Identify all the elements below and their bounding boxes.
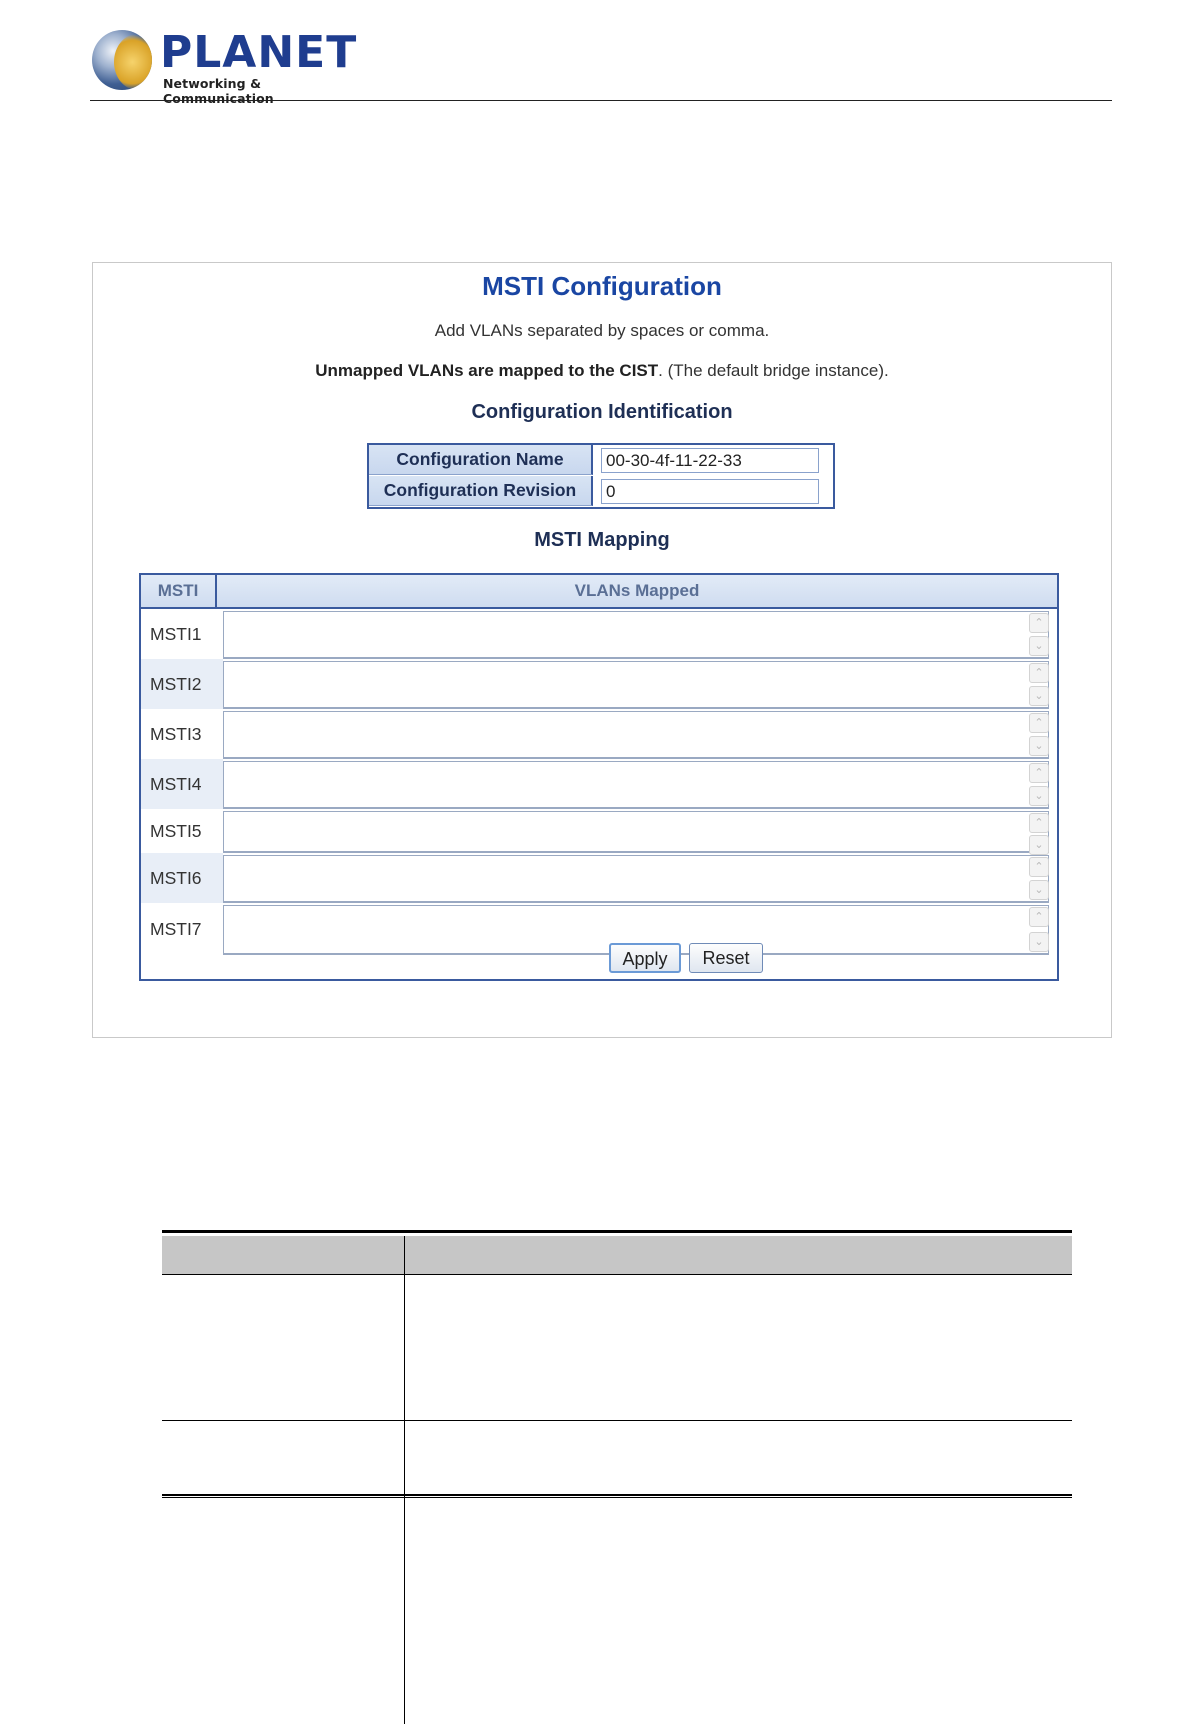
vlan-hint: Add VLANs separated by spaces or comma. [434, 321, 770, 340]
unmapped-note [93, 361, 1111, 381]
msti-configuration-panel [92, 262, 1112, 1038]
scrollbar[interactable] [1028, 812, 1048, 851]
chevron-down-icon[interactable]: ⌄ [1029, 880, 1049, 900]
chevron-down-icon[interactable]: ⌄ [1029, 932, 1049, 952]
config-revision-label: Configuration Revision [369, 476, 593, 506]
chevron-up-icon[interactable]: ⌃ [1029, 813, 1049, 833]
config-identification-heading: Configuration Identification [471, 401, 733, 423]
table-row [141, 709, 1057, 759]
scrollbar[interactable] [1028, 856, 1048, 901]
table-header [141, 575, 1057, 609]
table-bottom-rule [162, 1494, 1072, 1498]
table-row [141, 659, 1057, 709]
msti-name: MSTI7 [150, 918, 202, 939]
vlans-mapped-textarea[interactable] [223, 761, 1049, 809]
table-row [141, 809, 1057, 853]
msti-name: MSTI1 [150, 623, 202, 644]
chevron-up-icon[interactable]: ⌃ [1029, 613, 1049, 633]
config-revision-row [369, 476, 833, 507]
parameter-table-header [162, 1236, 1072, 1274]
config-name-input[interactable] [601, 448, 819, 473]
chevron-up-icon[interactable]: ⌃ [1029, 763, 1049, 783]
chevron-down-icon[interactable]: ⌄ [1029, 835, 1049, 855]
chevron-up-icon[interactable]: ⌃ [1029, 713, 1049, 733]
table-row [141, 609, 1057, 659]
column-header-msti: MSTI [141, 575, 217, 607]
chevron-down-icon[interactable]: ⌄ [1029, 736, 1049, 756]
scrollbar[interactable] [1028, 906, 1048, 953]
chevron-up-icon[interactable]: ⌃ [1029, 907, 1049, 927]
msti-mapping-heading: MSTI Mapping [534, 529, 670, 551]
chevron-down-icon[interactable]: ⌄ [1029, 636, 1049, 656]
msti-name: MSTI5 [150, 820, 202, 841]
msti-name: MSTI2 [141, 659, 223, 709]
vlans-mapped-textarea[interactable] [223, 855, 1049, 903]
scrollbar[interactable] [1028, 612, 1048, 657]
vlans-mapped-textarea[interactable] [223, 661, 1049, 709]
apply-button[interactable]: Apply [609, 943, 681, 973]
msti-mapping-table [139, 573, 1059, 981]
header-divider [90, 100, 1112, 101]
config-name-label: Configuration Name [369, 445, 593, 475]
chevron-up-icon[interactable]: ⌃ [1029, 857, 1049, 877]
page-title: MSTI Configuration [482, 271, 722, 301]
globe-icon [92, 30, 152, 90]
column-divider [404, 1236, 405, 1724]
brand-tagline: Networking & Communication [163, 76, 274, 106]
chevron-up-icon[interactable]: ⌃ [1029, 663, 1049, 683]
msti-name: MSTI3 [150, 723, 202, 744]
row-divider [162, 1274, 1072, 1275]
unmapped-note-bold: Unmapped VLANs are mapped to the CIST [315, 361, 659, 380]
column-header-vlans-mapped: VLANs Mapped [574, 581, 700, 600]
chevron-down-icon[interactable]: ⌄ [1029, 786, 1049, 806]
scrollbar[interactable] [1028, 762, 1048, 807]
scrollbar[interactable] [1028, 662, 1048, 707]
msti-name: MSTI6 [141, 853, 223, 903]
table-row [141, 759, 1057, 809]
table-top-rule [162, 1230, 1072, 1233]
reset-button[interactable]: Reset [689, 943, 763, 973]
vlans-mapped-textarea[interactable] [223, 611, 1049, 659]
config-name-row [369, 445, 833, 476]
config-identification-table [367, 443, 835, 509]
row-divider [162, 1420, 1072, 1421]
scrollbar[interactable] [1028, 712, 1048, 757]
msti-name: MSTI4 [141, 759, 223, 809]
chevron-down-icon[interactable]: ⌄ [1029, 686, 1049, 706]
vlans-mapped-textarea[interactable] [223, 811, 1049, 853]
table-row [141, 853, 1057, 903]
unmapped-note-rest: . (The default bridge instance). [658, 361, 889, 380]
vlans-mapped-textarea[interactable] [223, 711, 1049, 759]
brand-name: PLANET [160, 27, 358, 78]
planet-logo [92, 26, 358, 106]
table-row [141, 903, 1057, 955]
config-revision-input[interactable] [601, 479, 819, 504]
